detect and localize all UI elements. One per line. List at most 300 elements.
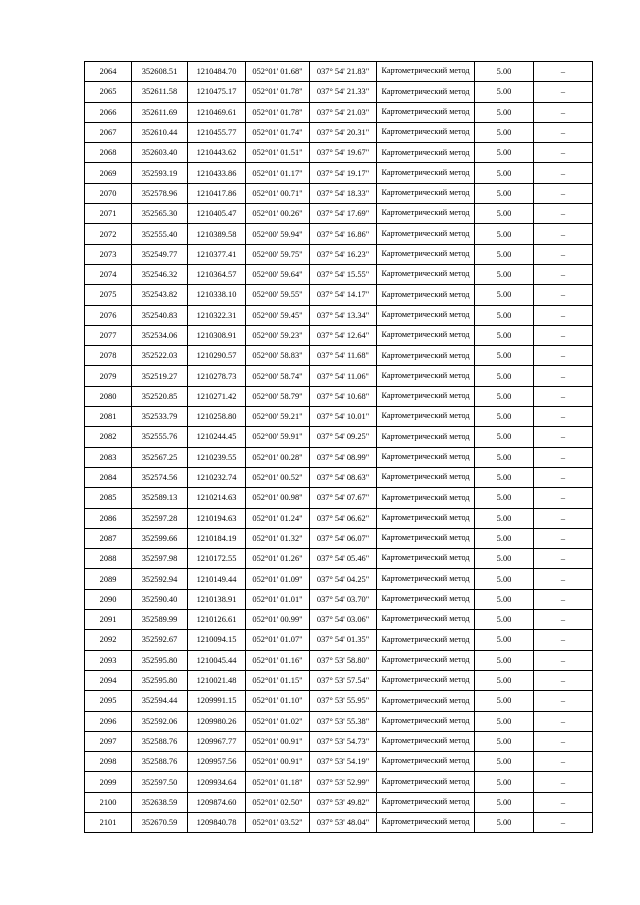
point-number-cell: 2098: [85, 752, 132, 772]
longitude-cell: 037° 54' 03.06": [310, 610, 377, 630]
method-cell: Картометрический метод: [377, 82, 475, 102]
point-number-cell: 2076: [85, 305, 132, 325]
y-coordinate-cell: 1209874.60: [188, 792, 246, 812]
table-row: [85, 407, 593, 427]
note-cell: –: [534, 325, 593, 345]
point-number-cell: 2087: [85, 528, 132, 548]
table-row: [85, 508, 593, 528]
longitude-cell: 037° 54' 21.33": [310, 82, 377, 102]
accuracy-cell: 5.00: [475, 305, 534, 325]
table-row: [85, 772, 593, 792]
method-cell: Картометрический метод: [377, 62, 475, 82]
accuracy-cell: 5.00: [475, 488, 534, 508]
x-coordinate-cell: 352588.76: [132, 752, 188, 772]
table-row: [85, 467, 593, 487]
accuracy-cell: 5.00: [475, 467, 534, 487]
x-coordinate-cell: 352594.44: [132, 691, 188, 711]
longitude-cell: 037° 54' 09.25": [310, 427, 377, 447]
y-coordinate-cell: 1210214.63: [188, 488, 246, 508]
point-number-cell: 2096: [85, 711, 132, 731]
point-number-cell: 2068: [85, 143, 132, 163]
latitude-cell: 052°01' 01.15": [246, 670, 310, 690]
note-cell: –: [534, 427, 593, 447]
latitude-cell: 052°00' 58.83": [246, 346, 310, 366]
method-cell: Картометрический метод: [377, 528, 475, 548]
table-row: [85, 731, 593, 751]
y-coordinate-cell: 1210194.63: [188, 508, 246, 528]
latitude-cell: 052°00' 59.45": [246, 305, 310, 325]
x-coordinate-cell: 352603.40: [132, 143, 188, 163]
table-row: [85, 589, 593, 609]
latitude-cell: 052°01' 02.50": [246, 792, 310, 812]
x-coordinate-cell: 352599.66: [132, 528, 188, 548]
table-row: [85, 122, 593, 142]
y-coordinate-cell: 1210338.10: [188, 285, 246, 305]
longitude-cell: 037° 54' 16.23": [310, 244, 377, 264]
method-cell: Картометрический метод: [377, 812, 475, 832]
note-cell: –: [534, 163, 593, 183]
y-coordinate-cell: 1210322.31: [188, 305, 246, 325]
table-row: [85, 752, 593, 772]
point-number-cell: 2099: [85, 772, 132, 792]
y-coordinate-cell: 1210149.44: [188, 569, 246, 589]
table-row: [85, 812, 593, 832]
table-row: [85, 569, 593, 589]
x-coordinate-cell: 352610.44: [132, 122, 188, 142]
y-coordinate-cell: 1209840.78: [188, 812, 246, 832]
x-coordinate-cell: 352592.94: [132, 569, 188, 589]
method-cell: Картометрический метод: [377, 610, 475, 630]
accuracy-cell: 5.00: [475, 752, 534, 772]
latitude-cell: 052°01' 01.16": [246, 650, 310, 670]
longitude-cell: 037° 54' 15.55": [310, 264, 377, 284]
note-cell: –: [534, 630, 593, 650]
longitude-cell: 037° 53' 48.04": [310, 812, 377, 832]
table-row: [85, 305, 593, 325]
y-coordinate-cell: 1210094.15: [188, 630, 246, 650]
note-cell: –: [534, 569, 593, 589]
latitude-cell: 052°01' 01.26": [246, 549, 310, 569]
table-row: [85, 427, 593, 447]
latitude-cell: 052°00' 58.79": [246, 386, 310, 406]
point-number-cell: 2097: [85, 731, 132, 751]
point-number-cell: 2065: [85, 82, 132, 102]
point-number-cell: 2095: [85, 691, 132, 711]
point-number-cell: 2067: [85, 122, 132, 142]
note-cell: –: [534, 386, 593, 406]
method-cell: Картометрический метод: [377, 549, 475, 569]
note-cell: –: [534, 346, 593, 366]
note-cell: –: [534, 812, 593, 832]
x-coordinate-cell: 352611.58: [132, 82, 188, 102]
latitude-cell: 052°00' 59.64": [246, 264, 310, 284]
accuracy-cell: 5.00: [475, 82, 534, 102]
accuracy-cell: 5.00: [475, 569, 534, 589]
note-cell: –: [534, 366, 593, 386]
method-cell: Картометрический метод: [377, 264, 475, 284]
longitude-cell: 037° 54' 11.68": [310, 346, 377, 366]
x-coordinate-cell: 352549.77: [132, 244, 188, 264]
longitude-cell: 037° 54' 06.62": [310, 508, 377, 528]
latitude-cell: 052°00' 59.55": [246, 285, 310, 305]
point-number-cell: 2094: [85, 670, 132, 690]
latitude-cell: 052°01' 00.91": [246, 731, 310, 751]
note-cell: –: [534, 670, 593, 690]
point-number-cell: 2084: [85, 467, 132, 487]
note-cell: –: [534, 244, 593, 264]
longitude-cell: 037° 54' 16.86": [310, 224, 377, 244]
longitude-cell: 037° 53' 55.38": [310, 711, 377, 731]
accuracy-cell: 5.00: [475, 650, 534, 670]
table-row: [85, 447, 593, 467]
point-number-cell: 2066: [85, 102, 132, 122]
y-coordinate-cell: 1210405.47: [188, 204, 246, 224]
x-coordinate-cell: 352608.51: [132, 62, 188, 82]
accuracy-cell: 5.00: [475, 366, 534, 386]
point-number-cell: 2091: [85, 610, 132, 630]
method-cell: Картометрический метод: [377, 346, 475, 366]
method-cell: Картометрический метод: [377, 650, 475, 670]
x-coordinate-cell: 352534.06: [132, 325, 188, 345]
latitude-cell: 052°01' 01.09": [246, 569, 310, 589]
x-coordinate-cell: 352592.06: [132, 711, 188, 731]
latitude-cell: 052°01' 01.18": [246, 772, 310, 792]
latitude-cell: 052°00' 59.21": [246, 407, 310, 427]
latitude-cell: 052°01' 01.01": [246, 589, 310, 609]
note-cell: –: [534, 752, 593, 772]
note-cell: –: [534, 772, 593, 792]
longitude-cell: 037° 54' 03.70": [310, 589, 377, 609]
table-row: [85, 224, 593, 244]
x-coordinate-cell: 352540.83: [132, 305, 188, 325]
accuracy-cell: 5.00: [475, 122, 534, 142]
note-cell: –: [534, 691, 593, 711]
x-coordinate-cell: 352522.03: [132, 346, 188, 366]
table-row: [85, 792, 593, 812]
method-cell: Картометрический метод: [377, 204, 475, 224]
point-number-cell: 2081: [85, 407, 132, 427]
y-coordinate-cell: 1210417.86: [188, 183, 246, 203]
longitude-cell: 037° 53' 58.80": [310, 650, 377, 670]
note-cell: –: [534, 447, 593, 467]
accuracy-cell: 5.00: [475, 792, 534, 812]
accuracy-cell: 5.00: [475, 407, 534, 427]
latitude-cell: 052°01' 01.10": [246, 691, 310, 711]
note-cell: –: [534, 549, 593, 569]
accuracy-cell: 5.00: [475, 812, 534, 832]
method-cell: Картометрический метод: [377, 305, 475, 325]
point-number-cell: 2086: [85, 508, 132, 528]
note-cell: –: [534, 610, 593, 630]
y-coordinate-cell: 1210239.55: [188, 447, 246, 467]
longitude-cell: 037° 53' 57.54": [310, 670, 377, 690]
y-coordinate-cell: 1210455.77: [188, 122, 246, 142]
method-cell: Картометрический метод: [377, 224, 475, 244]
accuracy-cell: 5.00: [475, 346, 534, 366]
table-row: [85, 285, 593, 305]
latitude-cell: 052°01' 01.51": [246, 143, 310, 163]
x-coordinate-cell: 352597.50: [132, 772, 188, 792]
table-row: [85, 325, 593, 345]
method-cell: Картометрический метод: [377, 366, 475, 386]
y-coordinate-cell: 1209934.64: [188, 772, 246, 792]
y-coordinate-cell: 1210258.80: [188, 407, 246, 427]
x-coordinate-cell: 352670.59: [132, 812, 188, 832]
y-coordinate-cell: 1209967.77: [188, 731, 246, 751]
point-number-cell: 2101: [85, 812, 132, 832]
y-coordinate-cell: 1210172.55: [188, 549, 246, 569]
table-row: [85, 650, 593, 670]
note-cell: –: [534, 467, 593, 487]
point-number-cell: 2071: [85, 204, 132, 224]
method-cell: Картометрический метод: [377, 589, 475, 609]
point-number-cell: 2077: [85, 325, 132, 345]
point-number-cell: 2100: [85, 792, 132, 812]
accuracy-cell: 5.00: [475, 772, 534, 792]
note-cell: –: [534, 82, 593, 102]
point-number-cell: 2088: [85, 549, 132, 569]
longitude-cell: 037° 54' 21.83": [310, 62, 377, 82]
table-row: [85, 528, 593, 548]
method-cell: Картометрический метод: [377, 183, 475, 203]
latitude-cell: 052°01' 01.07": [246, 630, 310, 650]
x-coordinate-cell: 352533.79: [132, 407, 188, 427]
point-number-cell: 2075: [85, 285, 132, 305]
latitude-cell: 052°01' 01.02": [246, 711, 310, 731]
method-cell: Картометрический метод: [377, 488, 475, 508]
method-cell: Картометрический метод: [377, 285, 475, 305]
x-coordinate-cell: 352589.13: [132, 488, 188, 508]
longitude-cell: 037° 54' 10.68": [310, 386, 377, 406]
accuracy-cell: 5.00: [475, 528, 534, 548]
point-number-cell: 2093: [85, 650, 132, 670]
y-coordinate-cell: 1210045.44: [188, 650, 246, 670]
note-cell: –: [534, 183, 593, 203]
longitude-cell: 037° 53' 54.73": [310, 731, 377, 751]
table-body: [85, 62, 593, 833]
latitude-cell: 052°01' 01.17": [246, 163, 310, 183]
latitude-cell: 052°01' 00.52": [246, 467, 310, 487]
method-cell: Картометрический метод: [377, 691, 475, 711]
latitude-cell: 052°01' 01.68": [246, 62, 310, 82]
x-coordinate-cell: 352546.32: [132, 264, 188, 284]
longitude-cell: 037° 54' 17.69": [310, 204, 377, 224]
table-row: [85, 264, 593, 284]
accuracy-cell: 5.00: [475, 264, 534, 284]
point-number-cell: 2073: [85, 244, 132, 264]
accuracy-cell: 5.00: [475, 447, 534, 467]
point-number-cell: 2092: [85, 630, 132, 650]
x-coordinate-cell: 352597.98: [132, 549, 188, 569]
method-cell: Картометрический метод: [377, 163, 475, 183]
latitude-cell: 052°01' 01.32": [246, 528, 310, 548]
x-coordinate-cell: 352565.30: [132, 204, 188, 224]
note-cell: –: [534, 204, 593, 224]
longitude-cell: 037° 54' 12.64": [310, 325, 377, 345]
point-number-cell: 2085: [85, 488, 132, 508]
coordinates-sheet: [84, 61, 593, 833]
longitude-cell: 037° 54' 10.01": [310, 407, 377, 427]
y-coordinate-cell: 1210021.48: [188, 670, 246, 690]
longitude-cell: 037° 53' 55.95": [310, 691, 377, 711]
longitude-cell: 037° 54' 01.35": [310, 630, 377, 650]
note-cell: –: [534, 731, 593, 751]
latitude-cell: 052°00' 59.91": [246, 427, 310, 447]
method-cell: Картометрический метод: [377, 508, 475, 528]
x-coordinate-cell: 352611.69: [132, 102, 188, 122]
table-row: [85, 488, 593, 508]
y-coordinate-cell: 1210126.61: [188, 610, 246, 630]
table-row: [85, 143, 593, 163]
latitude-cell: 052°00' 59.23": [246, 325, 310, 345]
method-cell: Картометрический метод: [377, 569, 475, 589]
latitude-cell: 052°01' 00.71": [246, 183, 310, 203]
table-row: [85, 670, 593, 690]
latitude-cell: 052°01' 00.99": [246, 610, 310, 630]
latitude-cell: 052°01' 00.91": [246, 752, 310, 772]
longitude-cell: 037° 54' 07.67": [310, 488, 377, 508]
method-cell: Картометрический метод: [377, 427, 475, 447]
accuracy-cell: 5.00: [475, 508, 534, 528]
y-coordinate-cell: 1210232.74: [188, 467, 246, 487]
table-row: [85, 163, 593, 183]
method-cell: Картометрический метод: [377, 630, 475, 650]
table-row: [85, 691, 593, 711]
accuracy-cell: 5.00: [475, 549, 534, 569]
accuracy-cell: 5.00: [475, 183, 534, 203]
table-row: [85, 610, 593, 630]
longitude-cell: 037° 54' 08.99": [310, 447, 377, 467]
accuracy-cell: 5.00: [475, 102, 534, 122]
table-row: [85, 386, 593, 406]
x-coordinate-cell: 352592.67: [132, 630, 188, 650]
method-cell: Картометрический метод: [377, 143, 475, 163]
accuracy-cell: 5.00: [475, 143, 534, 163]
x-coordinate-cell: 352555.40: [132, 224, 188, 244]
accuracy-cell: 5.00: [475, 589, 534, 609]
table-row: [85, 549, 593, 569]
x-coordinate-cell: 352589.99: [132, 610, 188, 630]
longitude-cell: 037° 54' 14.17": [310, 285, 377, 305]
latitude-cell: 052°01' 01.24": [246, 508, 310, 528]
latitude-cell: 052°01' 01.78": [246, 82, 310, 102]
latitude-cell: 052°01' 00.98": [246, 488, 310, 508]
x-coordinate-cell: 352555.76: [132, 427, 188, 447]
method-cell: Картометрический метод: [377, 325, 475, 345]
accuracy-cell: 5.00: [475, 244, 534, 264]
point-number-cell: 2082: [85, 427, 132, 447]
y-coordinate-cell: 1210364.57: [188, 264, 246, 284]
x-coordinate-cell: 352590.40: [132, 589, 188, 609]
longitude-cell: 037° 54' 21.03": [310, 102, 377, 122]
table-row: [85, 82, 593, 102]
accuracy-cell: 5.00: [475, 204, 534, 224]
latitude-cell: 052°00' 58.74": [246, 366, 310, 386]
longitude-cell: 037° 54' 18.33": [310, 183, 377, 203]
longitude-cell: 037° 54' 13.34": [310, 305, 377, 325]
y-coordinate-cell: 1210475.17: [188, 82, 246, 102]
point-number-cell: 2064: [85, 62, 132, 82]
table-row: [85, 183, 593, 203]
table-row: [85, 711, 593, 731]
latitude-cell: 052°01' 00.26": [246, 204, 310, 224]
y-coordinate-cell: 1210484.70: [188, 62, 246, 82]
x-coordinate-cell: 352520.85: [132, 386, 188, 406]
y-coordinate-cell: 1209980.26: [188, 711, 246, 731]
longitude-cell: 037° 54' 19.17": [310, 163, 377, 183]
accuracy-cell: 5.00: [475, 224, 534, 244]
note-cell: –: [534, 488, 593, 508]
note-cell: –: [534, 589, 593, 609]
x-coordinate-cell: 352578.96: [132, 183, 188, 203]
accuracy-cell: 5.00: [475, 731, 534, 751]
table-row: [85, 204, 593, 224]
x-coordinate-cell: 352638.59: [132, 792, 188, 812]
latitude-cell: 052°01' 03.52": [246, 812, 310, 832]
latitude-cell: 052°01' 01.78": [246, 102, 310, 122]
accuracy-cell: 5.00: [475, 630, 534, 650]
point-number-cell: 2090: [85, 589, 132, 609]
longitude-cell: 037° 54' 20.31": [310, 122, 377, 142]
point-number-cell: 2079: [85, 366, 132, 386]
note-cell: –: [534, 650, 593, 670]
x-coordinate-cell: 352593.19: [132, 163, 188, 183]
longitude-cell: 037° 54' 11.06": [310, 366, 377, 386]
x-coordinate-cell: 352543.82: [132, 285, 188, 305]
point-number-cell: 2080: [85, 386, 132, 406]
y-coordinate-cell: 1210433.86: [188, 163, 246, 183]
point-number-cell: 2074: [85, 264, 132, 284]
y-coordinate-cell: 1210377.41: [188, 244, 246, 264]
method-cell: Картометрический метод: [377, 102, 475, 122]
longitude-cell: 037° 53' 49.82": [310, 792, 377, 812]
method-cell: Картометрический метод: [377, 670, 475, 690]
accuracy-cell: 5.00: [475, 325, 534, 345]
method-cell: Картометрический метод: [377, 772, 475, 792]
y-coordinate-cell: 1210469.61: [188, 102, 246, 122]
longitude-cell: 037° 53' 52.99": [310, 772, 377, 792]
y-coordinate-cell: 1209957.56: [188, 752, 246, 772]
note-cell: –: [534, 285, 593, 305]
method-cell: Картометрический метод: [377, 447, 475, 467]
latitude-cell: 052°01' 00.28": [246, 447, 310, 467]
note-cell: –: [534, 122, 593, 142]
table-row: [85, 244, 593, 264]
point-number-cell: 2089: [85, 569, 132, 589]
method-cell: Картометрический метод: [377, 386, 475, 406]
method-cell: Картометрический метод: [377, 467, 475, 487]
latitude-cell: 052°01' 01.74": [246, 122, 310, 142]
table-row: [85, 62, 593, 82]
accuracy-cell: 5.00: [475, 670, 534, 690]
method-cell: Картометрический метод: [377, 792, 475, 812]
accuracy-cell: 5.00: [475, 711, 534, 731]
longitude-cell: 037° 54' 05.46": [310, 549, 377, 569]
point-number-cell: 2069: [85, 163, 132, 183]
note-cell: –: [534, 62, 593, 82]
longitude-cell: 037° 54' 19.67": [310, 143, 377, 163]
x-coordinate-cell: 352519.27: [132, 366, 188, 386]
point-number-cell: 2078: [85, 346, 132, 366]
note-cell: –: [534, 407, 593, 427]
coordinates-table: [84, 61, 593, 833]
method-cell: Картометрический метод: [377, 731, 475, 751]
note-cell: –: [534, 143, 593, 163]
accuracy-cell: 5.00: [475, 62, 534, 82]
note-cell: –: [534, 792, 593, 812]
y-coordinate-cell: 1210271.42: [188, 386, 246, 406]
note-cell: –: [534, 224, 593, 244]
